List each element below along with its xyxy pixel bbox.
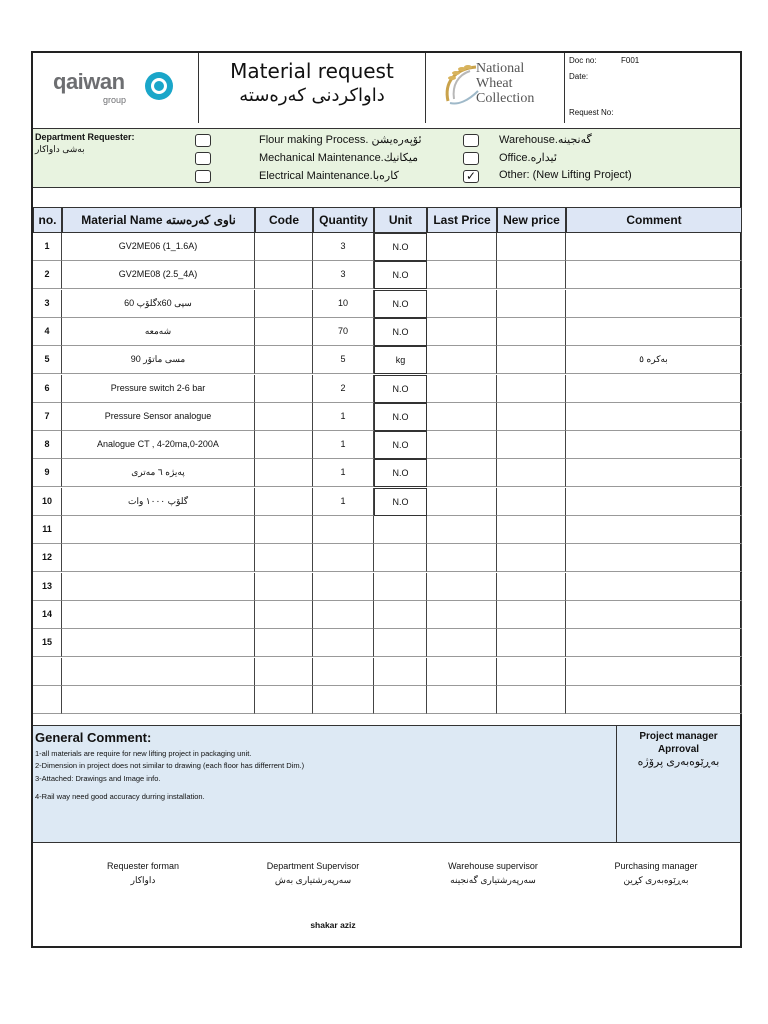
- option-other: Other: (New Lifting Project): [499, 169, 632, 181]
- table-cell-unit[interactable]: [374, 516, 427, 544]
- table-cell-no: 14: [33, 601, 62, 629]
- table-cell-comment[interactable]: [566, 459, 742, 487]
- table-cell-unit[interactable]: [374, 686, 427, 714]
- table-cell-unit[interactable]: [374, 544, 427, 572]
- table-cell-name[interactable]: [62, 686, 255, 714]
- table-cell-qty[interactable]: [313, 573, 374, 601]
- department-section: [33, 128, 740, 188]
- pm-title: Project manager: [639, 731, 718, 742]
- table-cell-no: 6: [33, 375, 62, 403]
- table-cell-lastPrice[interactable]: [427, 516, 497, 544]
- header-comment: Comment: [566, 207, 742, 233]
- date-label: Date:: [569, 72, 589, 81]
- header-material-name: Material Name ناوی کەرەستە: [62, 207, 255, 233]
- table-cell-code[interactable]: [255, 290, 313, 318]
- table-cell-name[interactable]: [62, 629, 255, 657]
- comment-line: 3-Attached: Drawings and Image info.: [35, 774, 161, 783]
- option-warehouse: Warehouse.گەنجینە: [499, 134, 592, 146]
- table-cell-newPrice[interactable]: [497, 658, 566, 686]
- table-cell-name[interactable]: مسی ماتۆر 90: [62, 346, 255, 374]
- table-cell-comment[interactable]: [566, 431, 742, 459]
- table-cell-comment[interactable]: [566, 516, 742, 544]
- table-cell-unit[interactable]: kg: [374, 346, 427, 374]
- table-cell-newPrice[interactable]: [497, 686, 566, 714]
- table-cell-no: 4: [33, 318, 62, 346]
- table-cell-no: [33, 686, 62, 714]
- company-logo: [33, 53, 199, 123]
- table-cell-comment[interactable]: [566, 573, 742, 601]
- table-cell-newPrice[interactable]: [497, 346, 566, 374]
- option-flour-making: Flour making Process. ئۆپەرەیشن: [259, 134, 422, 146]
- table-cell-lastPrice[interactable]: [427, 403, 497, 431]
- table-cell-newPrice[interactable]: [497, 544, 566, 572]
- table-cell-code[interactable]: [255, 403, 313, 431]
- table-cell-code[interactable]: [255, 573, 313, 601]
- table-cell-comment[interactable]: [566, 233, 742, 261]
- table-cell-code[interactable]: [255, 318, 313, 346]
- table-cell-qty[interactable]: 10: [313, 290, 374, 318]
- signature-title: Purchasing manager: [614, 861, 698, 871]
- table-cell-name[interactable]: گلۆپ ١٠٠٠ وات: [62, 488, 255, 516]
- table-cell-code[interactable]: [255, 629, 313, 657]
- table-cell-name[interactable]: شەمعە: [62, 318, 255, 346]
- option-office: Office.ئیدارە: [499, 152, 557, 164]
- table-cell-no: 10: [33, 488, 62, 516]
- table-cell-unit[interactable]: N.O: [374, 488, 427, 516]
- table-cell-code[interactable]: [255, 686, 313, 714]
- option-electrical: Electrical Maintenance.کارەبا: [259, 170, 399, 182]
- table-cell-name[interactable]: [62, 516, 255, 544]
- table-cell-qty[interactable]: 3: [313, 233, 374, 261]
- header-new-price: New price: [497, 207, 566, 233]
- material-request-form: [31, 51, 742, 948]
- signature-title: Requester forman: [106, 861, 180, 871]
- table-cell-lastPrice[interactable]: [427, 686, 497, 714]
- table-cell-code[interactable]: [255, 233, 313, 261]
- partner-logo: [426, 53, 565, 123]
- table-cell-qty[interactable]: 1: [313, 431, 374, 459]
- table-cell-no: [33, 658, 62, 686]
- table-cell-no: 1: [33, 233, 62, 261]
- header-no: no.: [33, 207, 62, 233]
- table-cell-name[interactable]: گلۆپ 60x60 سپی: [62, 290, 255, 318]
- table-cell-comment[interactable]: [566, 544, 742, 572]
- table-cell-newPrice[interactable]: [497, 375, 566, 403]
- table-cell-unit[interactable]: N.O: [374, 375, 427, 403]
- table-cell-name[interactable]: Pressure Sensor analogue: [62, 403, 255, 431]
- signature-title-kurdish: سەرپەرشتیاری گەنجینە: [450, 875, 536, 885]
- table-cell-lastPrice[interactable]: [427, 573, 497, 601]
- table-cell-comment[interactable]: [566, 261, 742, 289]
- table-cell-lastPrice[interactable]: [427, 601, 497, 629]
- table-cell-qty[interactable]: 2: [313, 375, 374, 403]
- table-cell-newPrice[interactable]: [497, 290, 566, 318]
- table-cell-name[interactable]: Analogue CT , 4-20ma,0-200A: [62, 431, 255, 459]
- comment-line: 2-Dimension in project does not similar to drawing (each floor has differrent Dim.): [35, 761, 305, 770]
- table-cell-name[interactable]: [62, 544, 255, 572]
- checkbox-office[interactable]: [463, 152, 479, 165]
- table-cell-lastPrice[interactable]: [427, 261, 497, 289]
- table-cell-name[interactable]: پەیژە ٦ مەتری: [62, 459, 255, 487]
- table-cell-no: 9: [33, 459, 62, 487]
- table-cell-unit[interactable]: [374, 629, 427, 657]
- table-cell-unit[interactable]: [374, 573, 427, 601]
- table-cell-newPrice[interactable]: [497, 516, 566, 544]
- table-cell-comment[interactable]: [566, 601, 742, 629]
- table-cell-lastPrice[interactable]: [427, 233, 497, 261]
- table-cell-qty[interactable]: 1: [313, 459, 374, 487]
- table-cell-newPrice[interactable]: [497, 459, 566, 487]
- checkbox-electrical[interactable]: [195, 170, 211, 183]
- partner-logo-line: National: [476, 61, 525, 76]
- table-cell-unit[interactable]: N.O: [374, 318, 427, 346]
- logo-subtext: group: [103, 95, 127, 105]
- table-cell-qty[interactable]: [313, 601, 374, 629]
- table-cell-code[interactable]: [255, 459, 313, 487]
- table-cell-newPrice[interactable]: [497, 261, 566, 289]
- table-cell-unit[interactable]: [374, 658, 427, 686]
- table-cell-comment[interactable]: [566, 403, 742, 431]
- table-cell-code[interactable]: [255, 488, 313, 516]
- table-cell-qty[interactable]: 1: [313, 488, 374, 516]
- page-title: Material request: [230, 59, 394, 83]
- table-cell-comment[interactable]: [566, 318, 742, 346]
- checkbox-mechanical[interactable]: [195, 152, 211, 165]
- table-cell-newPrice[interactable]: [497, 629, 566, 657]
- partner-logo-line: Wheat: [476, 76, 513, 91]
- table-cell-qty[interactable]: 70: [313, 318, 374, 346]
- table-cell-code[interactable]: [255, 544, 313, 572]
- general-comment-title: General Comment:: [35, 730, 152, 745]
- table-cell-lastPrice[interactable]: [427, 290, 497, 318]
- table-cell-comment[interactable]: [566, 290, 742, 318]
- pm-approval-label: Aprroval: [657, 744, 700, 755]
- signature-title-kurdish: داواکار: [130, 875, 156, 885]
- signature-title: Warehouse supervisor: [448, 861, 538, 871]
- request-no-label: Request No:: [569, 108, 614, 117]
- option-mechanical: Mechanical Maintenance.میکانیك: [259, 152, 419, 164]
- table-cell-name[interactable]: [62, 601, 255, 629]
- table-cell-newPrice[interactable]: [497, 403, 566, 431]
- table-cell-name[interactable]: GV2ME08 (2.5_4A): [62, 261, 255, 289]
- signer-name: shakar aziz: [310, 920, 356, 930]
- signature-title-kurdish: سەرپەرشتیاری بەش: [274, 875, 352, 885]
- table-cell-no: 5: [33, 346, 62, 374]
- table-cell-no: 12: [33, 544, 62, 572]
- table-cell-no: 15: [33, 629, 62, 657]
- signature-department-supervisor: [238, 859, 388, 887]
- table-cell-comment[interactable]: [566, 658, 742, 686]
- table-cell-comment[interactable]: [566, 375, 742, 403]
- page-title-kurdish: داواکردنی کەرەستە: [239, 85, 385, 106]
- table-cell-code[interactable]: [255, 261, 313, 289]
- table-cell-qty[interactable]: [313, 658, 374, 686]
- table-cell-name[interactable]: [62, 573, 255, 601]
- signature-purchasing-manager: [581, 859, 731, 887]
- table-cell-unit[interactable]: N.O: [374, 261, 427, 289]
- table-cell-name[interactable]: Pressure switch 2-6 bar: [62, 375, 255, 403]
- table-cell-newPrice[interactable]: [497, 573, 566, 601]
- table-cell-code[interactable]: [255, 658, 313, 686]
- table-cell-code[interactable]: [255, 601, 313, 629]
- pm-title-kurdish: بەڕێوەبەری پرۆژە: [637, 756, 720, 768]
- general-comment-section: [33, 725, 740, 843]
- signature-warehouse-supervisor: [418, 859, 568, 887]
- table-cell-lastPrice[interactable]: [427, 658, 497, 686]
- form-header: [33, 53, 740, 123]
- partner-logo-line: Collection: [476, 91, 535, 106]
- table-cell-unit[interactable]: [374, 601, 427, 629]
- table-cell-unit[interactable]: N.O: [374, 290, 427, 318]
- table-cell-lastPrice[interactable]: [427, 459, 497, 487]
- signature-title-kurdish: بەڕێوەبەری کڕین: [623, 875, 689, 885]
- table-cell-unit[interactable]: N.O: [374, 233, 427, 261]
- table-cell-qty[interactable]: [313, 544, 374, 572]
- table-cell-unit[interactable]: N.O: [374, 459, 427, 487]
- table-cell-no: 7: [33, 403, 62, 431]
- doc-no-value: F001: [621, 56, 640, 65]
- table-cell-unit[interactable]: N.O: [374, 431, 427, 459]
- table-cell-lastPrice[interactable]: [427, 318, 497, 346]
- table-cell-code[interactable]: [255, 431, 313, 459]
- header-unit: Unit: [374, 207, 427, 233]
- header-last-price: Last Price: [427, 207, 497, 233]
- table-cell-comment[interactable]: [566, 629, 742, 657]
- table-cell-newPrice[interactable]: [497, 431, 566, 459]
- doc-no-label: Doc no:: [569, 56, 597, 65]
- table-cell-comment[interactable]: بەکرە ٥: [566, 346, 742, 374]
- table-cell-qty[interactable]: 5: [313, 346, 374, 374]
- table-cell-code[interactable]: [255, 516, 313, 544]
- signature-requester: [68, 859, 218, 887]
- table-cell-qty[interactable]: 3: [313, 261, 374, 289]
- table-cell-no: 8: [33, 431, 62, 459]
- checkbox-flour-making[interactable]: [195, 134, 211, 147]
- table-cell-newPrice[interactable]: [497, 488, 566, 516]
- wheat-icon: [440, 61, 480, 107]
- table-cell-unit[interactable]: N.O: [374, 403, 427, 431]
- department-label: Department Requester:: [35, 132, 135, 142]
- checkbox-other[interactable]: ✓: [463, 170, 479, 183]
- table-cell-qty[interactable]: [313, 516, 374, 544]
- table-cell-no: 2: [33, 261, 62, 289]
- table-cell-qty[interactable]: [313, 686, 374, 714]
- table-cell-code[interactable]: [255, 346, 313, 374]
- department-label-kurdish: بەشی داواکار: [35, 144, 85, 154]
- table-cell-newPrice[interactable]: [497, 233, 566, 261]
- table-cell-no: 13: [33, 573, 62, 601]
- table-cell-lastPrice[interactable]: [427, 431, 497, 459]
- table-cell-no: 11: [33, 516, 62, 544]
- table-cell-qty[interactable]: 1: [313, 403, 374, 431]
- table-cell-comment[interactable]: [566, 488, 742, 516]
- comment-line: 1-all materials are require for new lifting project in packaging unit.: [35, 749, 252, 758]
- table-cell-no: 3: [33, 290, 62, 318]
- table-cell-newPrice[interactable]: [497, 318, 566, 346]
- table-cell-lastPrice[interactable]: [427, 488, 497, 516]
- table-cell-qty[interactable]: [313, 629, 374, 657]
- signature-title: Department Supervisor: [266, 861, 360, 871]
- table-cell-lastPrice[interactable]: [427, 544, 497, 572]
- table-cell-comment[interactable]: [566, 686, 742, 714]
- table-cell-lastPrice[interactable]: [427, 375, 497, 403]
- table-cell-code[interactable]: [255, 375, 313, 403]
- header-quantity: Quantity: [313, 207, 374, 233]
- title-block: [199, 53, 426, 123]
- document-info: [565, 53, 742, 123]
- table-cell-name[interactable]: GV2ME06 (1_1.6A): [62, 233, 255, 261]
- table-cell-newPrice[interactable]: [497, 601, 566, 629]
- table-cell-lastPrice[interactable]: [427, 346, 497, 374]
- table-cell-lastPrice[interactable]: [427, 629, 497, 657]
- logo-wordmark: qaiwan: [53, 69, 125, 94]
- comment-line: 4-Rail way need good accuracy durring installation.: [35, 792, 205, 801]
- logo-circle-icon: [145, 72, 173, 100]
- header-code: Code: [255, 207, 313, 233]
- table-cell-name[interactable]: [62, 658, 255, 686]
- checkbox-warehouse[interactable]: [463, 134, 479, 147]
- project-manager-approval: [616, 726, 740, 842]
